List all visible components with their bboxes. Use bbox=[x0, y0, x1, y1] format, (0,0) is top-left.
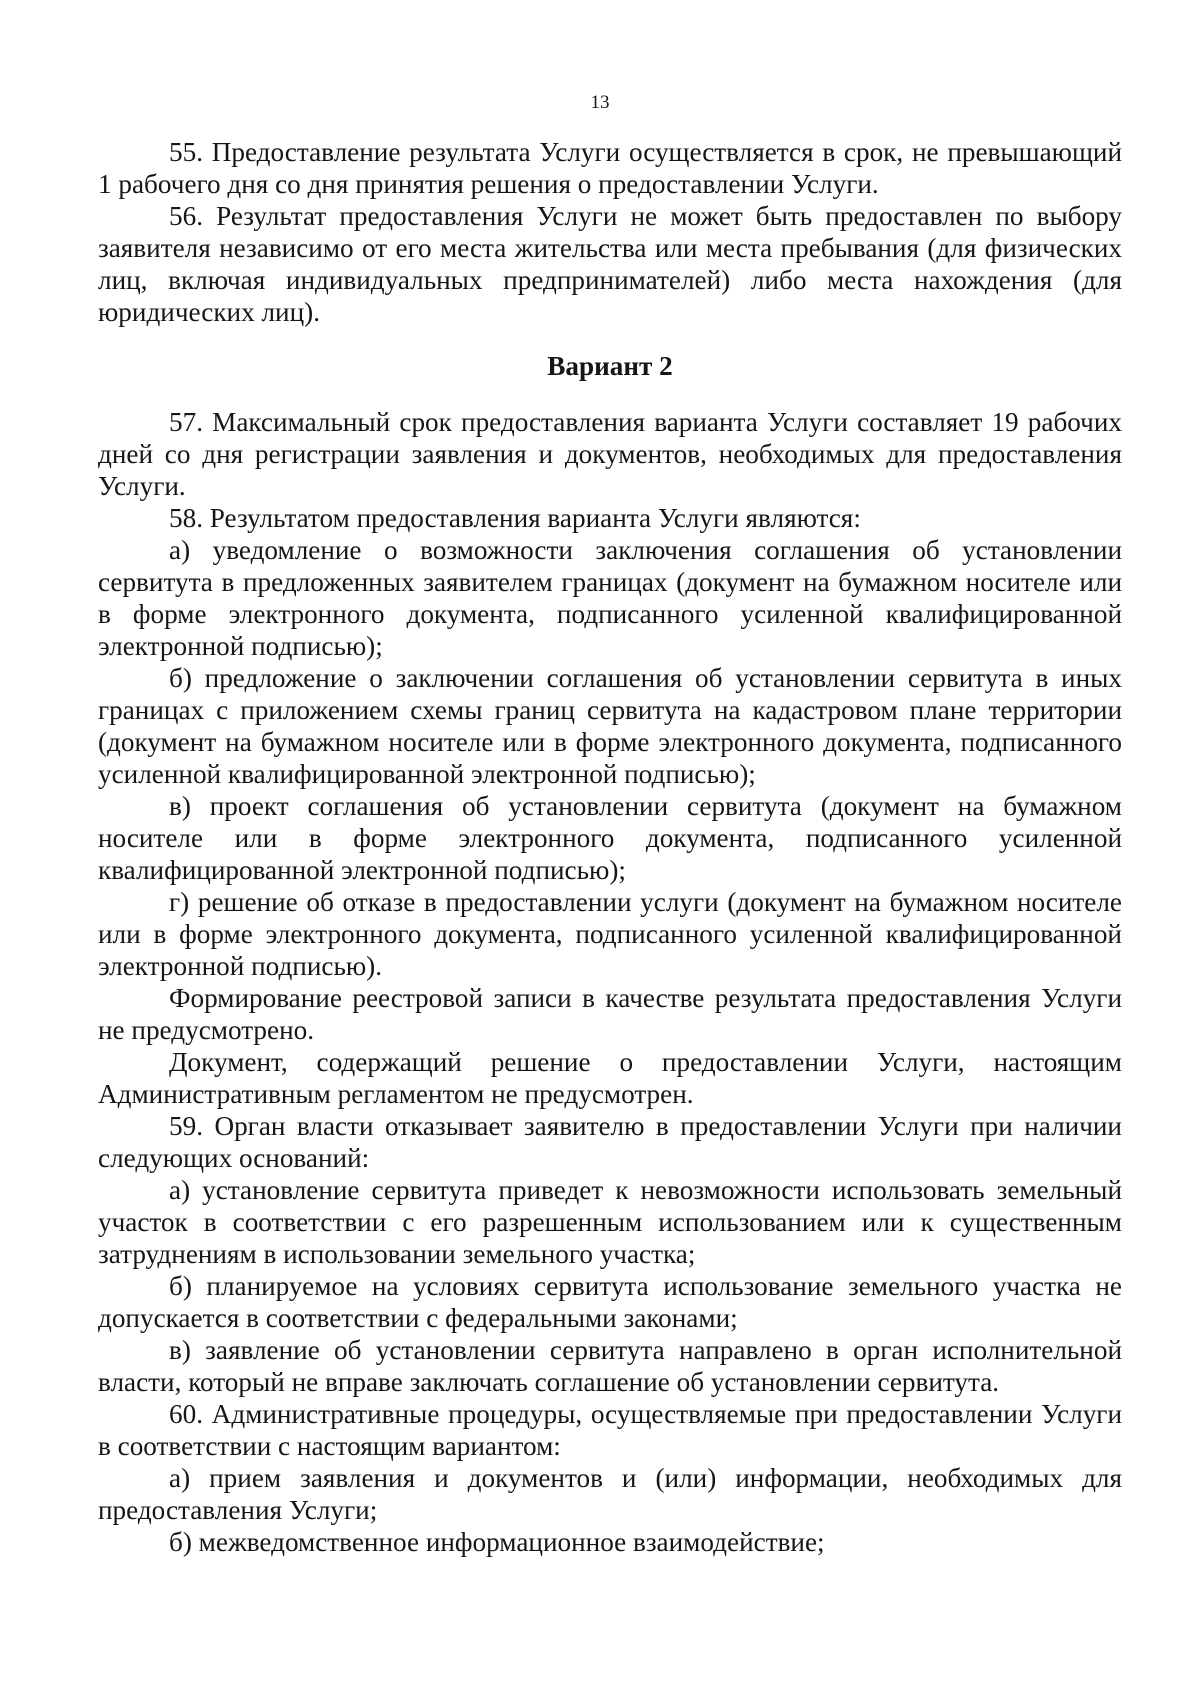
document-body bbox=[98, 136, 1122, 1558]
paragraph-decision-document: Документ, содержащий решение о предоставлении Услуги, настоящим Административным регламентом не предусмотрен. bbox=[98, 1047, 1122, 1109]
paragraph-60-a: а) прием заявления и документов и (или) информации, необходимых для предоставления Услуги; bbox=[98, 1463, 1122, 1525]
paragraph-60: 60. Административные процедуры, осуществляемые при предоставлении Услуги в соответствии с настоящим вариантом: bbox=[98, 1399, 1122, 1461]
paragraph-55: 55. Предоставление результата Услуги осуществляется в срок, не превышающий 1 рабочего дня со дня принятия решения о предоставлении Услуги. bbox=[98, 137, 1122, 199]
paragraph-59-b: б) планируемое на условиях сервитута использование земельного участка не допускается в соответствии с федеральными законами; bbox=[98, 1271, 1122, 1333]
paragraph-56: 56. Результат предоставления Услуги не может быть предоставлен по выбору заявителя независимо от его места жительства или места пребывания (для физических лиц, включая индивидуальных предпринимателей) либо места нахождения (для юридических лиц). bbox=[98, 201, 1122, 327]
paragraph-58-a: а) уведомление о возможности заключения соглашения об установлении сервитута в предложенных заявителем границах (документ на бумажном носителе или в форме электронного документа, подписанного усиленной квалифицированной электронной подписью); bbox=[98, 535, 1122, 661]
paragraph-58-v: в) проект соглашения об установлении сервитута (документ на бумажном носителе или в форме электронного документа, подписанного усиленной квалифицированной электронной подписью); bbox=[98, 791, 1122, 885]
paragraph-60-b: б) межведомственное информационное взаимодействие; bbox=[169, 1527, 825, 1557]
paragraph-registry-record: Формирование реестровой записи в качестве результата предоставления Услуги не предусмотрено. bbox=[98, 983, 1122, 1045]
page-number: 13 bbox=[590, 92, 610, 113]
paragraph-59: 59. Орган власти отказывает заявителю в предоставлении Услуги при наличии следующих оснований: bbox=[98, 1111, 1122, 1173]
section-heading-variant-2: Вариант 2 bbox=[547, 351, 673, 381]
paragraph-58-b: б) предложение о заключении соглашения об установлении сервитута в иных границах с приложением схемы границ сервитута на кадастровом плане территории (документ на бумажном носителе или в форме электронного документа, подписанного усиленной квалифицированной электронной подписью); bbox=[98, 663, 1122, 789]
paragraph-57: 57. Максимальный срок предоставления варианта Услуги составляет 19 рабочих дней со дня регистрации заявления и документов, необходимых для предоставления Услуги. bbox=[98, 407, 1122, 501]
paragraph-58: 58. Результатом предоставления варианта Услуги являются: bbox=[169, 503, 861, 533]
paragraph-58-g: г) решение об отказе в предоставлении услуги (документ на бумажном носителе или в форме электронного документа, подписанного усиленной квалифицированной электронной подписью). bbox=[98, 887, 1122, 981]
paragraph-59-a: а) установление сервитута приведет к невозможности использовать земельный участок в соответствии с его разрешенным использованием или к существенным затруднениям в использовании земельного участка; bbox=[98, 1175, 1122, 1269]
paragraph-59-v: в) заявление об установлении сервитута направлено в орган исполнительной власти, который не вправе заключать соглашение об установлении сервитута. bbox=[98, 1335, 1122, 1397]
